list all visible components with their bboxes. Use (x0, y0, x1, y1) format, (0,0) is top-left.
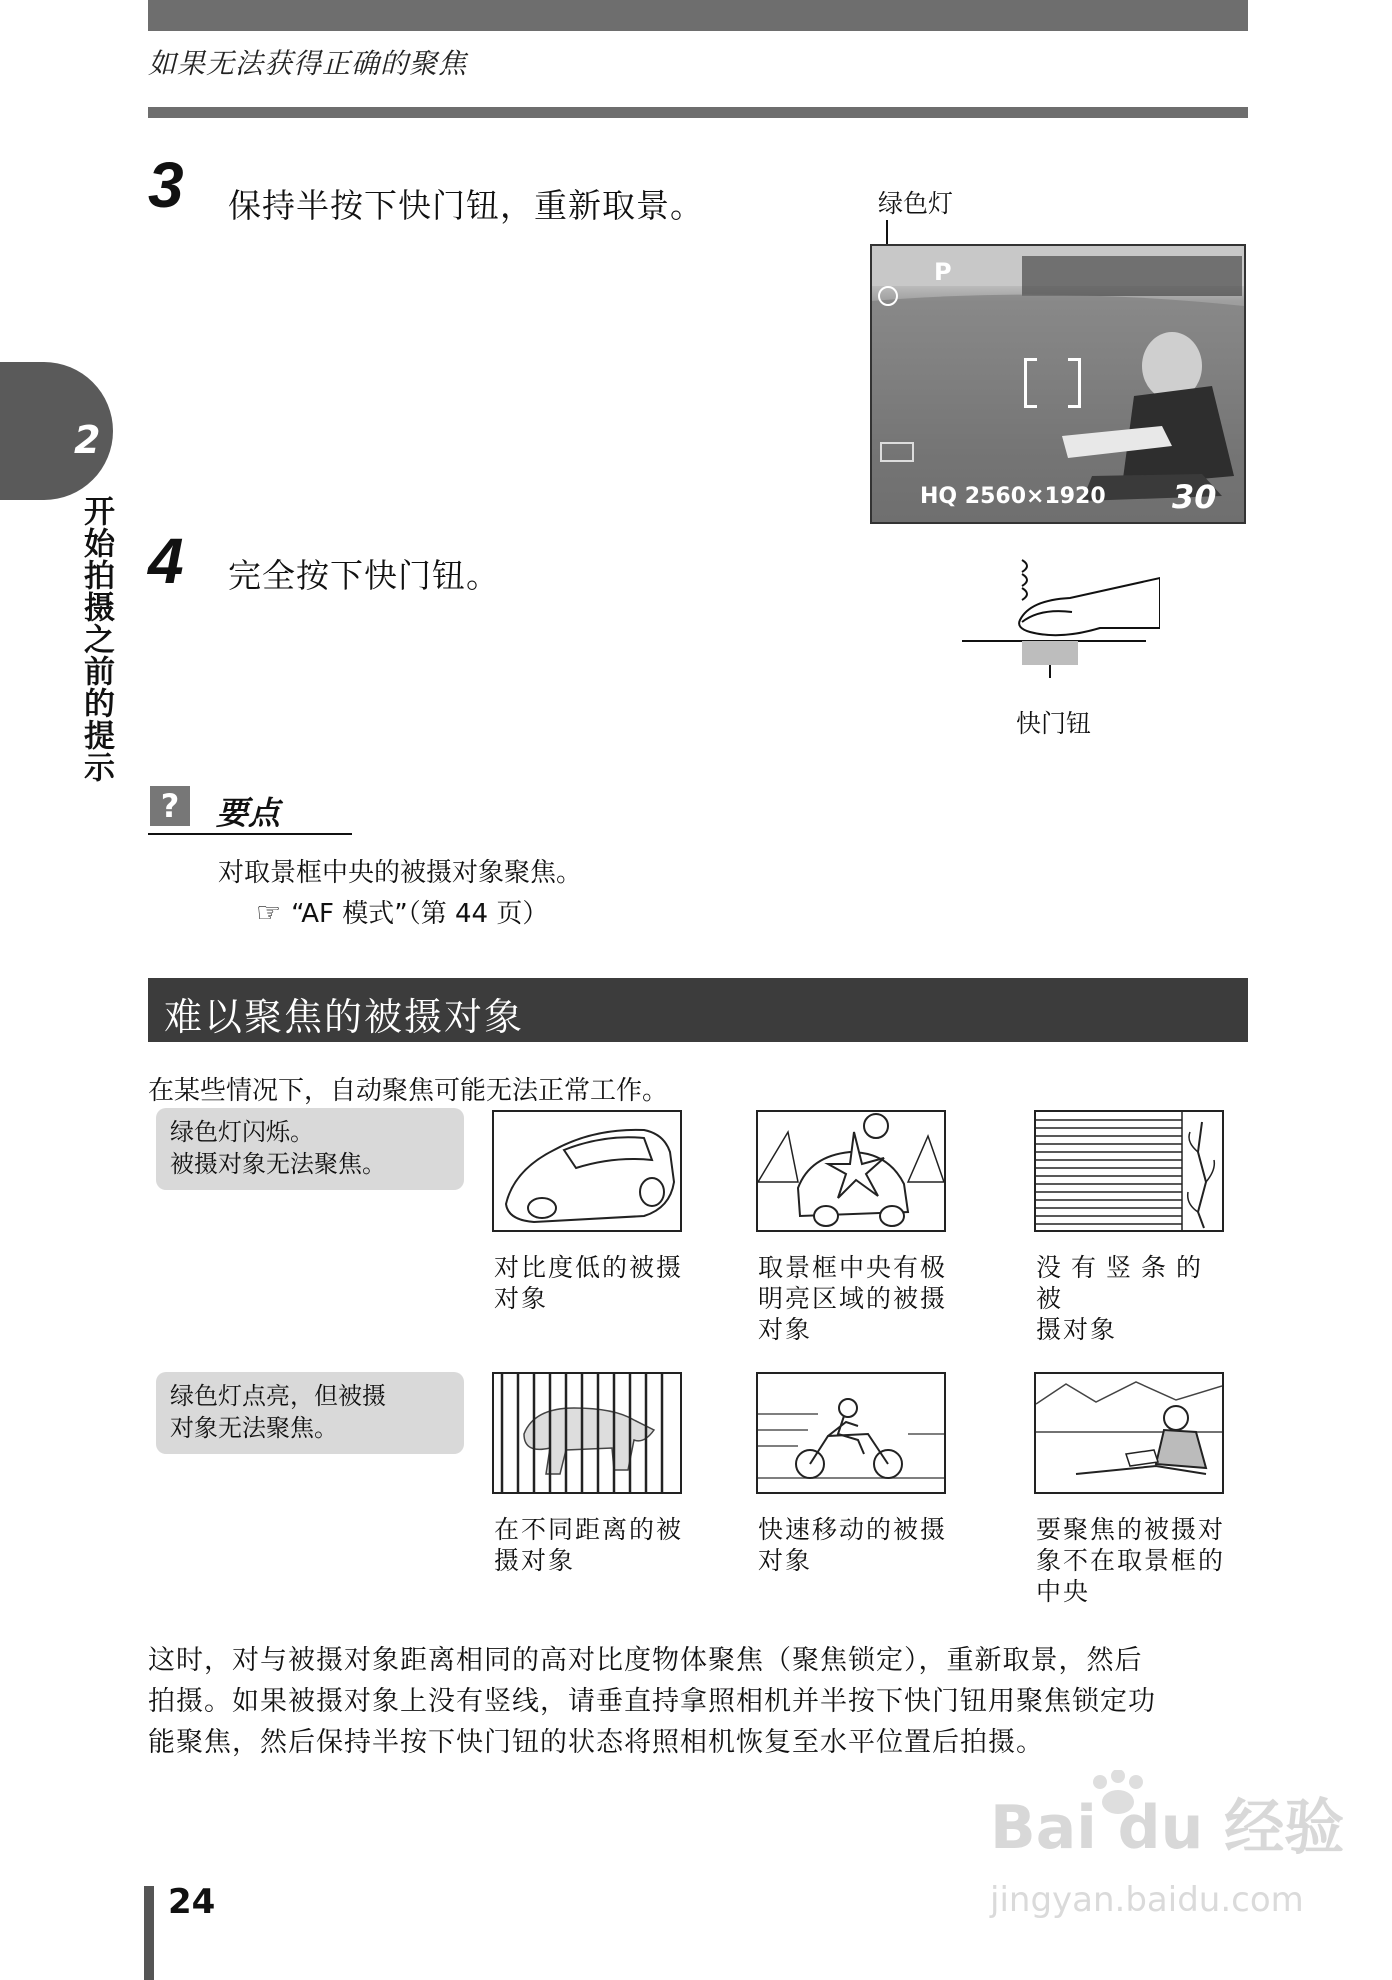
caption-low-contrast (494, 1252, 700, 1314)
caption-line: 明亮区域的被摄 (758, 1284, 948, 1313)
step-4-text: 完全按下快门钮。 (228, 556, 500, 595)
caption-line: 对象 (494, 1284, 549, 1313)
caption-line: 摄对象 (494, 1546, 576, 1575)
running-header: 如果无法获得正确的聚焦 (148, 47, 468, 80)
caption-line: 摄对象 (1036, 1315, 1118, 1344)
caption-line: 要聚焦的被摄对 (1036, 1515, 1226, 1544)
caption-line: 对象 (758, 1546, 813, 1575)
note-green-lamp-blinks (156, 1108, 464, 1190)
step-3-text: 保持半按下快门钮，重新取景。 (228, 186, 704, 225)
note-line: 被摄对象无法聚焦。 (170, 1150, 386, 1178)
battery-icon (880, 442, 914, 462)
caption-different-distances (494, 1514, 700, 1576)
caption-line: 象不在取景框的 (1036, 1546, 1226, 1575)
top-decorative-bar (148, 0, 1248, 31)
caption-fast-moving (758, 1514, 964, 1576)
key-point-reference (256, 893, 548, 930)
key-point-icon: ? (150, 786, 190, 826)
note-line: 绿色灯点亮，但被摄 (170, 1382, 386, 1410)
key-point-text: 对取景框中央的被摄对象聚焦。 (218, 858, 583, 888)
header-rule (148, 107, 1248, 118)
caption-line: 没有竖条的被 (1036, 1253, 1212, 1313)
remaining-shots-readout: 30 (1172, 478, 1217, 516)
image-quality-readout: HQ 2560×1920 (920, 484, 1106, 509)
key-point-title: 要点 (216, 794, 281, 832)
watermark-brand: Bai du 经验 (990, 1793, 1345, 1863)
section-title: 难以聚焦的被摄对象 (164, 995, 525, 1039)
page-number: 24 (168, 1882, 216, 1922)
caption-off-center (1036, 1514, 1242, 1607)
low-contrast-car-illustration (492, 1110, 682, 1232)
af-target-mark-left (1024, 358, 1037, 408)
caption-line: 在不同距离的被 (494, 1515, 684, 1544)
caption-no-vertical-lines (1036, 1252, 1242, 1345)
af-target-mark-right (1068, 358, 1081, 408)
caption-line: 中央 (1036, 1577, 1091, 1606)
bright-center-car-illustration (756, 1110, 946, 1232)
reference-text: “AF 模式”（第 44 页） (291, 899, 549, 929)
paragraph-line: 能聚焦，然后保持半按下快门钮的状态将照相机恢复至水平位置后拍摄。 (148, 1727, 1044, 1758)
page-number-bar (144, 1886, 154, 1980)
note-green-lamp-lit (156, 1372, 464, 1454)
note-line: 绿色灯闪烁。 (170, 1118, 314, 1146)
camera-lcd-preview (870, 244, 1246, 524)
paragraph-line: 这时，对与被摄对象距离相同的高对比度物体聚焦（聚焦锁定），重新取景，然后 (148, 1645, 1143, 1676)
motorcycle-illustration (756, 1372, 946, 1494)
chapter-label: 开始拍摄之前的提示 (78, 495, 114, 783)
note-line: 对象无法聚焦。 (170, 1414, 338, 1442)
focus-lock-paragraph (148, 1640, 1253, 1763)
shutter-press-illustration (960, 548, 1160, 678)
caption-bright-center (758, 1252, 964, 1345)
horizontal-blinds-illustration (1034, 1110, 1224, 1232)
key-point-rule (148, 833, 352, 835)
step-4-number: 4 (148, 525, 184, 597)
caged-tiger-illustration (492, 1372, 682, 1494)
caption-line: 快速移动的被摄 (758, 1515, 948, 1544)
caption-line: 取景框中央有极 (758, 1253, 948, 1282)
paragraph-line: 拍摄。如果被摄对象上没有竖线，请垂直持拿照相机并半按下快门钮用聚焦锁定功 (148, 1686, 1156, 1717)
shutter-button-label: 快门钮 (1016, 709, 1092, 738)
caption-line: 对比度低的被摄 (494, 1253, 684, 1282)
reference-pointer-icon: ☞ (256, 896, 282, 929)
watermark-url: jingyan.baidu.com (990, 1880, 1304, 1920)
shooting-mode: P (934, 258, 952, 286)
green-lamp-label: 绿色灯 (878, 189, 954, 218)
caption-line: 对象 (758, 1315, 813, 1344)
off-center-subject-illustration (1034, 1372, 1224, 1494)
section-intro: 在某些情况下，自动聚焦可能无法正常工作。 (148, 1076, 669, 1106)
green-lamp-indicator (878, 286, 898, 306)
chapter-number: 2 (74, 418, 101, 462)
step-3-number: 3 (148, 149, 184, 221)
